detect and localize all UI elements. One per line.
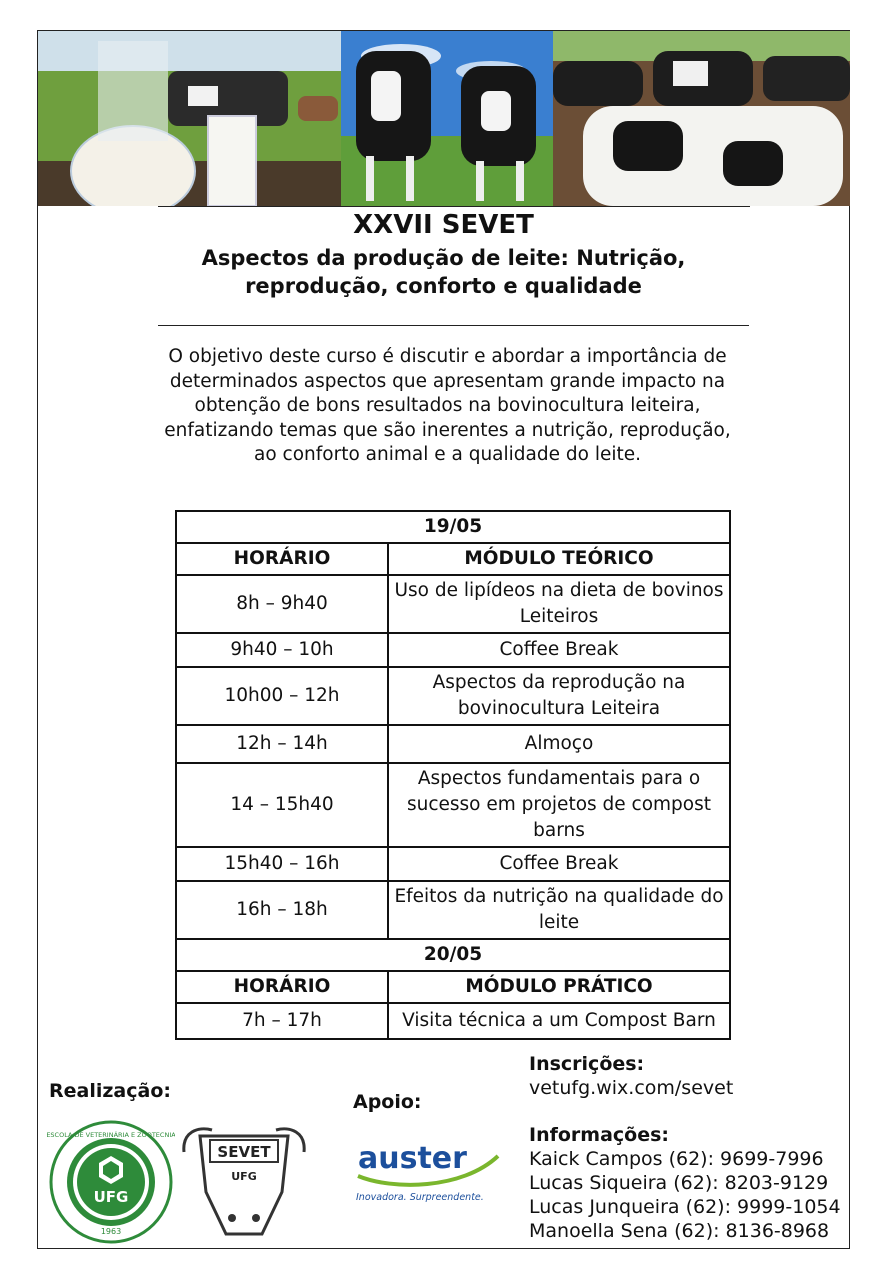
- inscricoes-url[interactable]: vetufg.wix.com/sevet: [529, 1077, 734, 1099]
- inscricoes-label: Inscrições:: [529, 1053, 645, 1075]
- ufg-logo-text: UFG: [93, 1188, 129, 1206]
- event-title: XXVII SEVET: [353, 210, 534, 240]
- row-time: 8h – 9h40: [176, 575, 388, 633]
- row-module: Almoço: [388, 725, 730, 763]
- cows-photo: [341, 31, 553, 206]
- contact-item: Lucas Siqueira (62): 8203-9129: [529, 1172, 829, 1194]
- auster-logo: [352, 1132, 502, 1207]
- row-module: Efeitos da nutrição na qualidade do leite: [388, 881, 730, 939]
- table-row: [176, 667, 730, 725]
- ufg-year-text: 1963: [100, 1227, 122, 1236]
- table-row: [176, 725, 730, 763]
- table-row: [176, 633, 730, 667]
- row-time: 14 – 15h40: [176, 763, 388, 847]
- day2-col-time: HORÁRIO: [176, 971, 388, 1003]
- contact-item: Kaick Campos (62): 9699-7996: [529, 1148, 824, 1170]
- table-row: [176, 763, 730, 847]
- row-time: 16h – 18h: [176, 881, 388, 939]
- subtitle-line2: reprodução, conforto e qualidade: [245, 274, 642, 298]
- day1-date: 19/05: [176, 511, 730, 543]
- table-row: [176, 847, 730, 881]
- contact-item: Lucas Junqueira (62): 9999-1054: [529, 1196, 841, 1218]
- row-time: 12h – 14h: [176, 725, 388, 763]
- ufg-vet-logo: [47, 1120, 175, 1244]
- row-module: Uso de lipídeos na dieta de bovinos Leiteiros: [388, 575, 730, 633]
- table-row: [176, 1003, 730, 1039]
- contact-item: Manoella Sena (62): 8136-8968: [529, 1220, 830, 1242]
- row-module: Visita técnica a um Compost Barn: [388, 1003, 730, 1039]
- row-module: Coffee Break: [388, 847, 730, 881]
- row-module: Aspectos fundamentais para o sucesso em projetos de compost barns: [388, 763, 730, 847]
- ufg-ring-text: ESCOLA DE VETERINÁRIA E ZOOTECNIA: [47, 1131, 175, 1139]
- contact-list: [529, 1147, 841, 1243]
- row-time: 15h40 – 16h: [176, 847, 388, 881]
- sevet-bull-logo: [178, 1122, 310, 1244]
- realizacao-label: Realização:: [49, 1080, 171, 1102]
- row-module: Aspectos da reprodução na bovinocultura Leiteira: [388, 667, 730, 725]
- sevet-logo-text: SEVET: [217, 1143, 271, 1161]
- subtitle-line1: Aspectos da produção de leite: Nutrição,: [201, 246, 686, 270]
- row-module: Coffee Break: [388, 633, 730, 667]
- row-time: 10h00 – 12h: [176, 667, 388, 725]
- subtitle-rule: [158, 325, 749, 326]
- header-rule: [158, 206, 750, 207]
- barn-cows-photo: [553, 31, 850, 206]
- milk-photo: [38, 31, 341, 206]
- row-time: 7h – 17h: [176, 1003, 388, 1039]
- informacoes-label: Informações:: [529, 1124, 670, 1146]
- apoio-label: Apoio:: [353, 1091, 422, 1113]
- auster-name: auster: [358, 1141, 467, 1176]
- table-row: [176, 881, 730, 939]
- sevet-logo-ufg: UFG: [231, 1170, 257, 1183]
- schedule-table: [175, 510, 731, 1040]
- table-row: [176, 575, 730, 633]
- day1-col-time: HORÁRIO: [176, 543, 388, 575]
- day2-date: 20/05: [176, 939, 730, 971]
- day2-col-module: MÓDULO PRÁTICO: [388, 971, 730, 1003]
- course-description: O objetivo deste curso é discutir e abordar a importância de determinados aspectos que apresentam grande impacto na obtenção de bons resultados na bovinocultura leiteira, enfatizando temas que são inerentes a nutrição, reprodução, ao conforto animal e a qualidade do leite.: [164, 346, 731, 465]
- row-time: 9h40 – 10h: [176, 633, 388, 667]
- day1-col-module: MÓDULO TEÓRICO: [388, 543, 730, 575]
- auster-tagline: Inovadora. Surpreendente.: [356, 1192, 484, 1203]
